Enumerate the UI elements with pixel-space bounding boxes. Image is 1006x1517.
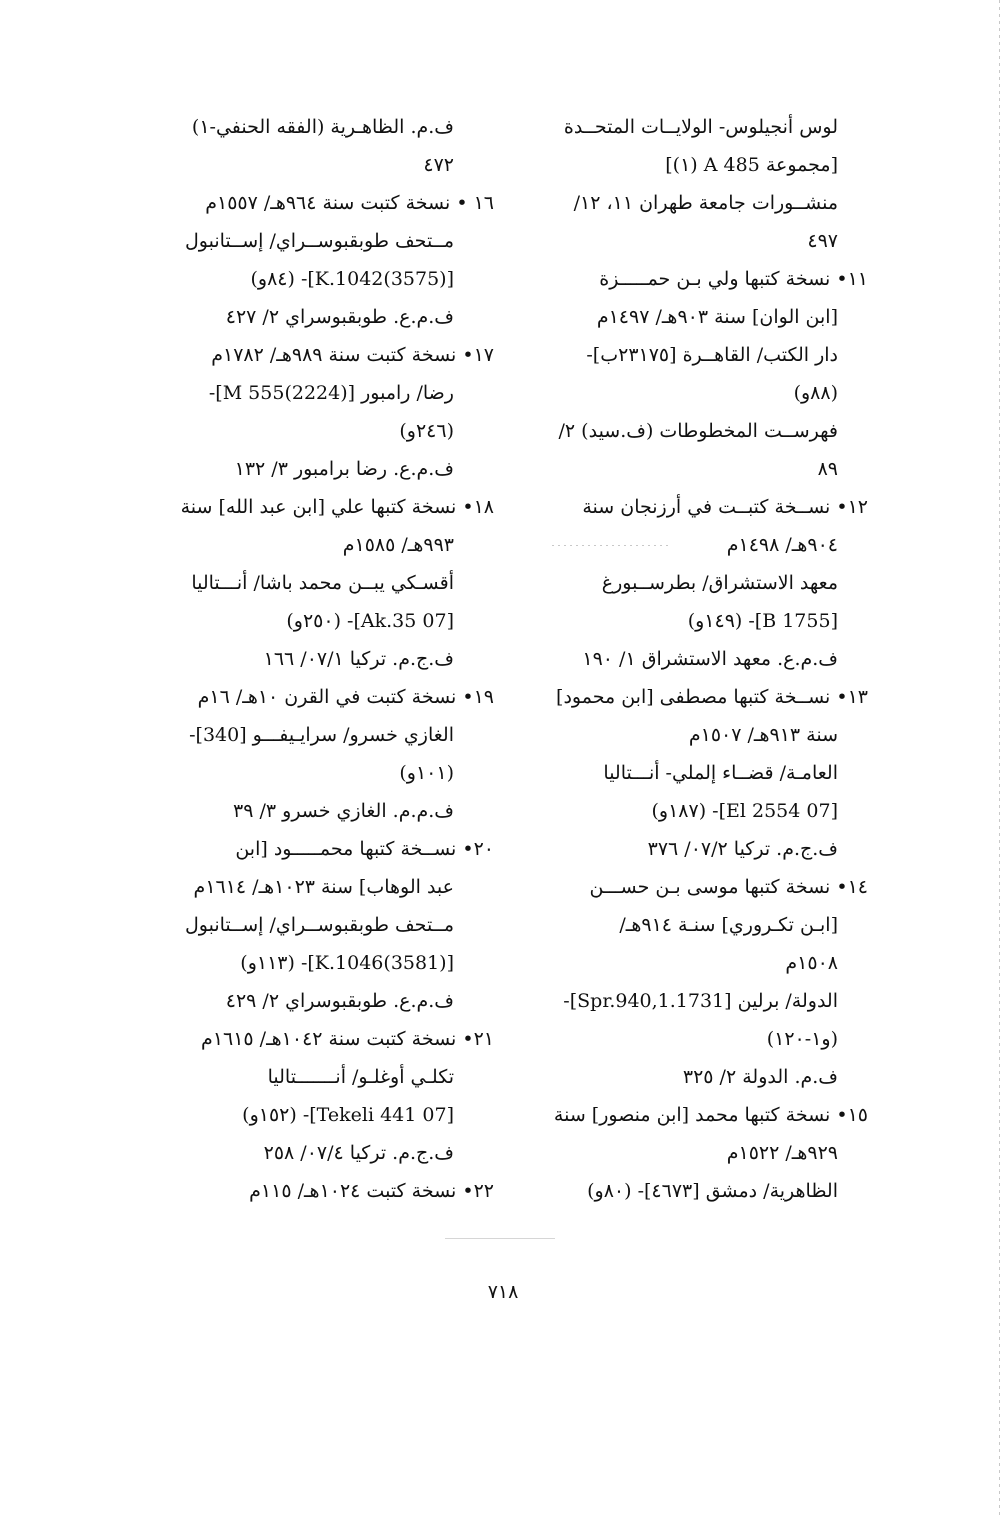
text-line: تكلـي أوغلـو/ أنـــــــتاليا bbox=[267, 1066, 454, 1088]
text-line: ف.ج.م. تركيا ٠٧/١/ ١٦٦ bbox=[263, 648, 454, 670]
text-line: لوس أنجيلوس- الولايــات المتحــدة bbox=[563, 116, 838, 138]
text-line: [(3575)K.1042]- (٨٤و) bbox=[250, 268, 454, 290]
text-line: عبد الوهاب] سنة ١٠٢٣هـ/ ١٦١٤م bbox=[193, 876, 454, 898]
text-line: ف.م.ع. طوبقبوسراي ٢/ ٤٢٩ bbox=[225, 990, 454, 1012]
text-line: مــتحف طوبقبوســراي/ إســتانبول bbox=[184, 230, 454, 252]
text-line: العامـة/ قضــاء إلملي- أنـــتاليا bbox=[603, 762, 838, 784]
entry-16-heading: ١٦ • نسخة كتبت سنة ٩٦٤هـ/ ١٥٥٧م bbox=[205, 192, 494, 214]
text-line: ف.م.ع. معهد الاستشراق ١/ ١٩٠ bbox=[582, 648, 838, 670]
text-line: مــتحف طوبقبوســراي/ إســتانبول bbox=[184, 914, 454, 936]
entry-20-heading: ٢٠• نســخة كتبها محمـــــود [ابن bbox=[235, 838, 494, 860]
text-line: [07 Tekeli 441]- (١٥٢و) bbox=[242, 1104, 454, 1126]
text-line: ٤٩٧ bbox=[807, 230, 838, 252]
text-line: سنة ٩١٣هـ/ ١٥٠٧م bbox=[688, 724, 838, 746]
text-line: ف.ج.م. تركيا ٠٧/٢/ ٣٧٦ bbox=[647, 838, 838, 860]
entry-22-heading: ٢٢• نسخة كتبت ١٠٢٤هـ/ ١١٥م bbox=[249, 1180, 494, 1202]
text-line: ف.م. الدولة ٢/ ٣٢٥ bbox=[682, 1066, 838, 1088]
left-column bbox=[109, 108, 494, 1210]
text-line: [ابـن تكـروري] سنـة ٩١٤هـ/ bbox=[619, 914, 838, 936]
text-line: ٩٩٣هـ/ ١٥٨٥م bbox=[342, 534, 454, 556]
text-line: ف.م.ع. طوبقبوسراي ٢/ ٤٢٧ bbox=[225, 306, 454, 328]
entry-18-heading: ١٨• نسخة كتبها علي [ابن عبد الله] سنة bbox=[180, 496, 494, 518]
text-line: ٨٩ bbox=[817, 458, 838, 480]
text-line: ٩٠٤هـ/ ١٤٩٨م bbox=[726, 534, 838, 556]
text-line: ف.ج.م. تركيا ٠٧/٤/ ٢٥٨ bbox=[263, 1142, 454, 1164]
text-line: الدولة/ برلين [1731.Spr.940,1]- bbox=[563, 990, 838, 1012]
text-line: ٩٢٩هـ/ ١٥٢٢م bbox=[726, 1142, 838, 1164]
text-line: [(3581)K.1046]- (١١٣و) bbox=[240, 952, 454, 974]
text-line: (٢٤٦و) bbox=[399, 420, 454, 442]
entry-13-heading: ١٣• نســخة كتبها مصطفى [ابن محمود] bbox=[556, 686, 868, 708]
text-line: ف.م.م. الغازي خسرو ٣/ ٣٩ bbox=[233, 800, 454, 822]
text-line: أقسـكي يبــن محمد باشا/ أنـــتاليا bbox=[191, 572, 454, 594]
text-line: [مجموعة A 485 (١)] bbox=[665, 154, 838, 176]
right-column bbox=[493, 108, 868, 1210]
scan-noise-line bbox=[445, 1238, 555, 1239]
page-number: ٧١٨ bbox=[487, 1281, 519, 1303]
text-line: منشــورات جامعة طهران ١١، ١٢/ bbox=[573, 192, 838, 214]
text-line: ف.م. الظاهـرية (الفقه الحنفي-١) bbox=[191, 116, 454, 138]
entry-11-heading: ١١• نسخة كتبها ولي بـن حمـــــزة bbox=[599, 268, 868, 290]
text-line: ف.م.ع. رضا برامبور ٣/ ١٣٢ bbox=[234, 458, 454, 480]
text-line: الظاهرية/ دمشق [٤٦٧٣]- (٨٠و) bbox=[587, 1180, 838, 1202]
text-line: [ابن الوان] سنة ٩٠٣هـ/ ١٤٩٧م bbox=[596, 306, 838, 328]
text-line: معهد الاستشراق/ بطرســبورغ bbox=[601, 572, 838, 594]
entry-19-heading: ١٩• نسخة كتبت في القرن ١٠هـ/ ١٦م bbox=[197, 686, 494, 708]
text-line: (١٠١و) bbox=[399, 762, 454, 784]
text-line: [B 1755]- (١٤٩و) bbox=[687, 610, 838, 632]
text-line: فهرســت المخطوطات (ف.سيد) ٢/ bbox=[558, 420, 838, 442]
entry-14-heading: ١٤• نسخة كتبها موسى بـن حســـن bbox=[589, 876, 868, 898]
entry-17-heading: ١٧• نسخة كتبت سنة ٩٨٩هـ/ ١٧٨٢م bbox=[211, 344, 494, 366]
text-line: ١٥٠٨م bbox=[785, 952, 838, 974]
entry-15-heading: ١٥• نسخة كتبها محمد [ابن منصور] سنة bbox=[553, 1104, 868, 1126]
text-line: (٨٨و) bbox=[793, 382, 838, 404]
text-line: (و١-١٢٠) bbox=[766, 1028, 838, 1050]
text-line: [07 Ak.35]- (٢٥٠و) bbox=[286, 610, 454, 632]
entry-12-heading: ١٢• نســخة كتبــت في أرزنجان سنة bbox=[582, 496, 868, 518]
entry-21-heading: ٢١• نسخة كتبت سنة ١٠٤٢هـ/ ١٦١٥م bbox=[201, 1028, 494, 1050]
text-line: ٤٧٢ bbox=[423, 154, 454, 176]
text-line: دار الكتب/ القاهــرة [٢٣١٧٥ب]- bbox=[586, 344, 838, 366]
text-line: رضا/ رامبور [M 555(2224)]- bbox=[208, 382, 454, 404]
text-line: [07 El 2554]- (١٨٧و) bbox=[651, 800, 838, 822]
text-line: الغازي خسرو/ سرايـيفـــو [340]- bbox=[189, 724, 454, 746]
